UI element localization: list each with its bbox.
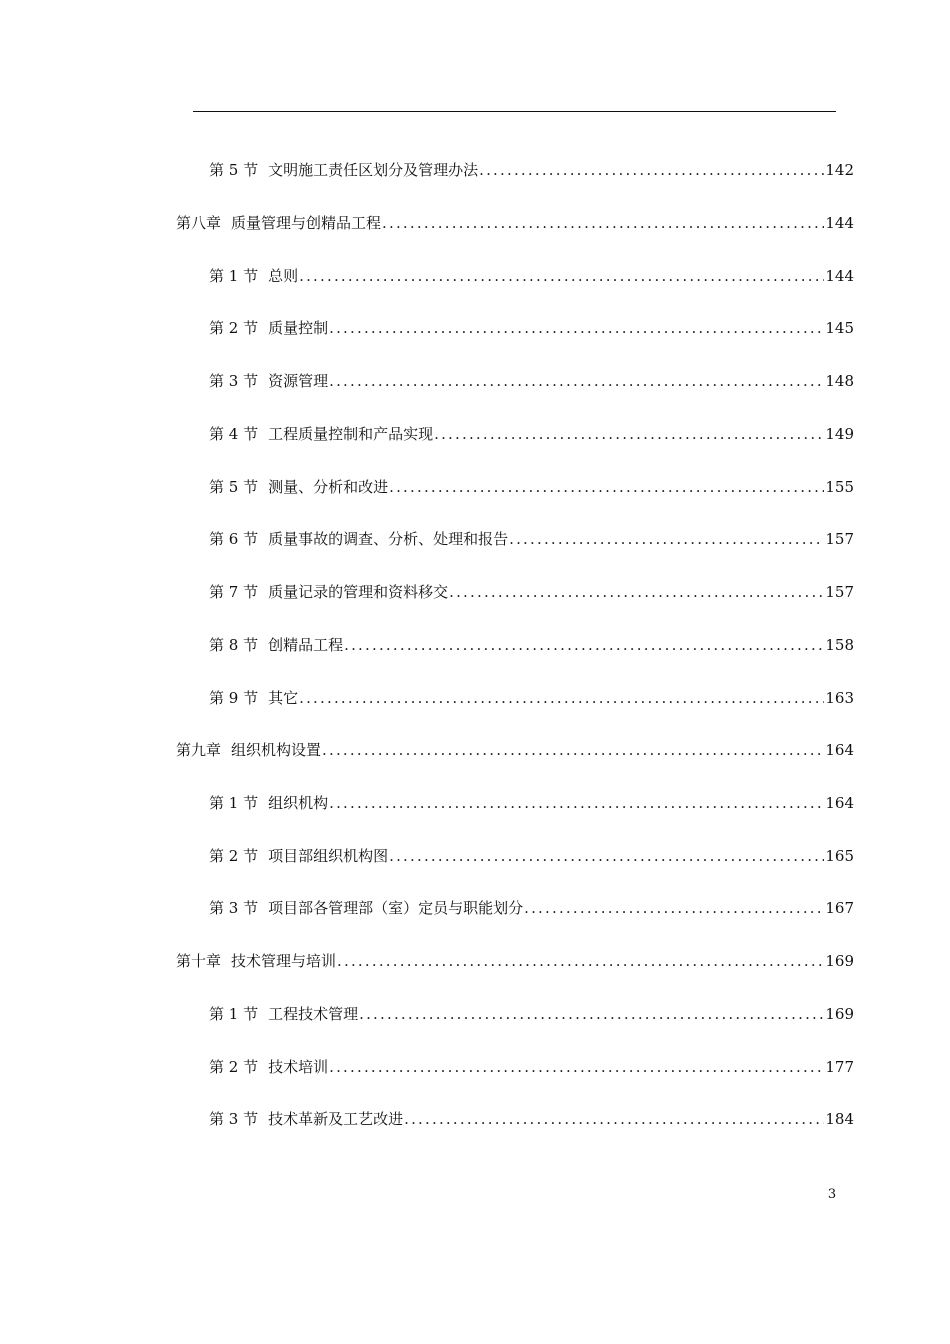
toc-entry-number: 第十章 (176, 952, 222, 970)
dot-leader (449, 580, 824, 604)
toc-entry-page: 184 (825, 1110, 854, 1128)
toc-entry-title: 总则 (268, 267, 299, 285)
toc-entry-title: 质量事故的调查、分析、处理和报告 (268, 530, 509, 548)
toc-entry[interactable] (176, 738, 854, 762)
dot-leader (524, 896, 824, 920)
toc-entry[interactable] (209, 527, 854, 551)
toc-entry-title: 技术培训 (268, 1058, 329, 1076)
toc-entry-title: 工程技术管理 (268, 1005, 359, 1023)
toc-entry-number: 第 2 节 (209, 1058, 259, 1076)
toc-entry-number: 第 7 节 (209, 583, 259, 601)
toc-entry[interactable] (209, 896, 854, 920)
dot-leader (404, 1107, 824, 1131)
toc-entry-number: 第 9 节 (209, 689, 259, 707)
toc-entry-title: 质量控制 (268, 319, 329, 337)
toc-entry[interactable] (209, 158, 854, 182)
toc-entry[interactable] (209, 475, 854, 499)
toc-entry-title: 文明施工责任区划分及管理办法 (268, 161, 479, 179)
dot-leader (389, 844, 824, 868)
toc-entry-number: 第 1 节 (209, 1005, 259, 1023)
toc-entry-page: 145 (825, 319, 854, 337)
dot-leader (479, 158, 824, 182)
toc-entry-page: 165 (825, 847, 854, 865)
toc-entry-title: 组织机构 (268, 794, 329, 812)
toc-entry-title: 其它 (268, 689, 299, 707)
toc-entry-title: 质量记录的管理和资料移交 (268, 583, 449, 601)
dot-leader (434, 422, 824, 446)
toc-entry-page: 149 (825, 425, 854, 443)
toc-entry-page: 177 (825, 1058, 854, 1076)
toc-entry-number: 第 3 节 (209, 899, 259, 917)
toc-entry-number: 第 2 节 (209, 319, 259, 337)
toc-entry-number: 第 3 节 (209, 1110, 259, 1128)
dot-leader (329, 369, 824, 393)
toc-entry-title: 创精品工程 (268, 636, 344, 654)
toc-entry-page: 164 (825, 794, 854, 812)
page-number: 3 (827, 1187, 837, 1202)
toc-entry-title: 技术革新及工艺改进 (268, 1110, 404, 1128)
toc-entry[interactable] (209, 686, 854, 710)
toc-entry-page: 169 (825, 952, 854, 970)
toc-entry[interactable] (209, 369, 854, 393)
toc-entry[interactable] (209, 580, 854, 604)
toc-entry[interactable] (209, 264, 854, 288)
toc-entry-page: 167 (825, 899, 854, 917)
toc-entry-number: 第 8 节 (209, 636, 259, 654)
toc-entry[interactable] (209, 1002, 854, 1026)
toc-entry[interactable] (176, 949, 854, 973)
toc-entry[interactable] (209, 1107, 854, 1131)
dot-leader (344, 633, 824, 657)
toc-entry-title: 技术管理与培训 (231, 952, 337, 970)
toc-entry-number: 第 1 节 (209, 794, 259, 812)
dot-leader (299, 264, 824, 288)
dot-leader (329, 316, 824, 340)
toc-entry-title: 组织机构设置 (231, 741, 322, 759)
toc-entry-title: 资源管理 (268, 372, 329, 390)
toc-entry-page: 157 (825, 530, 854, 548)
toc-entry-page: 158 (825, 636, 854, 654)
toc-entry[interactable] (209, 316, 854, 340)
dot-leader (382, 211, 824, 235)
toc-entry-page: 144 (825, 267, 854, 285)
toc-entry-number: 第九章 (176, 741, 222, 759)
toc-entry[interactable] (209, 844, 854, 868)
toc-entry[interactable] (209, 1055, 854, 1079)
toc-entry-number: 第 6 节 (209, 530, 259, 548)
dot-leader (509, 527, 824, 551)
toc-entry-number: 第 5 节 (209, 478, 259, 496)
dot-leader (322, 738, 824, 762)
toc-entry[interactable] (209, 422, 854, 446)
toc-entry-page: 155 (825, 478, 854, 496)
toc-entry[interactable] (176, 211, 854, 235)
toc-entry-page: 148 (825, 372, 854, 390)
toc-entry-page: 144 (825, 214, 854, 232)
toc-entry-number: 第 5 节 (209, 161, 259, 179)
toc-entry-title: 测量、分析和改进 (268, 478, 389, 496)
toc-entry-title: 项目部各管理部（室）定员与职能划分 (268, 899, 524, 917)
toc-entry-title: 项目部组织机构图 (268, 847, 389, 865)
toc-entry-page: 157 (825, 583, 854, 601)
toc-entry-number: 第八章 (176, 214, 222, 232)
toc-entry[interactable] (209, 791, 854, 815)
toc-entry[interactable] (209, 633, 854, 657)
toc-entry-page: 163 (825, 689, 854, 707)
toc-entry-title: 工程质量控制和产品实现 (268, 425, 434, 443)
toc-entry-page: 169 (825, 1005, 854, 1023)
toc-entry-page: 164 (825, 741, 854, 759)
toc-entry-number: 第 3 节 (209, 372, 259, 390)
toc-entry-number: 第 2 节 (209, 847, 259, 865)
toc-entry-title: 质量管理与创精品工程 (231, 214, 382, 232)
toc-entry-page: 142 (825, 161, 854, 179)
dot-leader (337, 949, 824, 973)
dot-leader (329, 791, 824, 815)
toc-entry-number: 第 1 节 (209, 267, 259, 285)
dot-leader (359, 1002, 824, 1026)
toc-entry-number: 第 4 节 (209, 425, 259, 443)
dot-leader (389, 475, 824, 499)
dot-leader (299, 686, 824, 710)
dot-leader (329, 1055, 824, 1079)
